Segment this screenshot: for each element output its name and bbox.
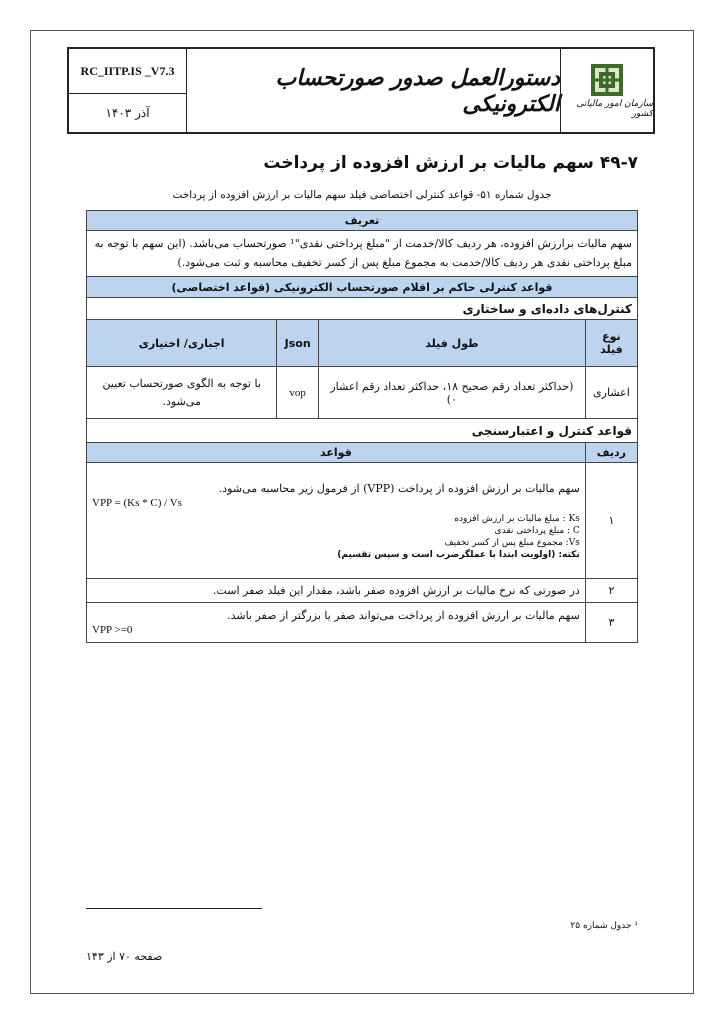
rule-text: در صورتی که نرخ مالیات بر ارزش افزوده صفر باشد، مقدار این فیلد صفر است.: [87, 579, 586, 603]
rule-number: ۲: [585, 579, 637, 603]
rules-header: قواعد کنترلی حاکم بر اقلام صورتحساب الکترونیکی (قواعد اختصاصی): [87, 277, 638, 298]
col-mandatory: اجباری/ اختیاری: [87, 320, 277, 367]
doc-date: آذر ۱۴۰۳: [105, 106, 150, 120]
rule-text: سهم مالیات بر ارزش افزوده از پرداخت می‌تواند صفر یا بزرگتر از صفر باشد.: [227, 609, 580, 622]
section-title: ۴۹-۷ سهم مالیات بر ارزش افزوده از پرداخت: [263, 153, 638, 173]
validation-title: قواعد کنترل و اعتبارسنجی: [87, 419, 638, 443]
rule-cell: [87, 463, 586, 579]
rule-def-ks: Ks : مبلغ مالیات بر ارزش افزوده: [454, 513, 580, 524]
rule-number: ۱: [585, 463, 637, 579]
doc-code: RC_IITP.IS _V7.3: [69, 49, 186, 94]
col-field-length: طول فیلد: [318, 320, 585, 367]
rule-formula: VPP >=0: [92, 624, 133, 636]
footnote: ¹ جدول شماره ۲۵: [570, 921, 638, 931]
table-caption: جدول شماره ۵۱- قواعد کنترلی اختصاصی فیلد سهم مالیات بر ارزش افزوده از پرداخت: [172, 189, 552, 201]
header-logo-block: [560, 49, 653, 132]
cell-field-type: اعشاری: [585, 367, 637, 419]
rules-table: [86, 210, 638, 643]
definition-text: سهم مالیات برارزش افزوده، هر ردیف کالا/خدمت از "مبلغ پرداختی نقدی"¹ صورتحساب می‌باشد. (این سهم با توجه به مبلغ پرداختی نقدی هر ردیف کالا/خدمت به مجموع مبلغ پس از کسر تخفیف محاسبه و ثبت می‌شود.): [87, 231, 638, 277]
cell-mandatory: با توجه به الگوی صورتحساب تعیین می‌شود.: [87, 367, 277, 419]
table-row: [87, 463, 638, 579]
header-title: دستورالعمل صدور صورتحساب الکترونیکی: [275, 64, 560, 117]
col-rules: قواعد: [87, 443, 586, 463]
rule-text: سهم مالیات بر ارزش افزوده از پرداخت (VPP) از فرمول زیر محاسبه می‌شود.: [218, 481, 580, 495]
table-row: [87, 579, 638, 603]
cell-field-length: (حداکثر تعداد رقم صحیح ۱۸، حداکثر تعداد رقم اعشار ۰): [318, 367, 585, 419]
header-meta: [69, 49, 187, 132]
definition-header: تعریف: [87, 211, 638, 231]
rule-formula: VPP = (Ks * C) / Vs: [92, 496, 182, 509]
org-name: سازمان امور مالیاتی کشور: [576, 98, 653, 119]
table-row: [87, 603, 638, 643]
rule-note: نکته: (اولویت ابتدا با عملگرضرب است و سپس تقسیم): [337, 549, 580, 560]
document-header: [67, 47, 655, 134]
rule-def-c: C : مبلغ پرداختی نقدی: [494, 525, 580, 536]
footnote-divider: [86, 908, 262, 909]
col-row-no: ردیف: [585, 443, 637, 463]
rule-number: ۳: [585, 603, 637, 643]
col-json: Json: [277, 320, 319, 367]
tax-organization-logo-icon: [590, 63, 624, 97]
cell-json: vop: [277, 367, 319, 419]
page-number: صفحه ۷۰ از ۱۴۳: [86, 950, 163, 963]
col-field-type: نوع فیلد: [585, 320, 637, 367]
structural-title: کنترل‌های داده‌ای و ساختاری: [87, 298, 638, 320]
rule-def-vs: Vs: مجموع مبلغ پس از کسر تخفیف: [444, 537, 580, 548]
rule-cell: [87, 603, 586, 643]
